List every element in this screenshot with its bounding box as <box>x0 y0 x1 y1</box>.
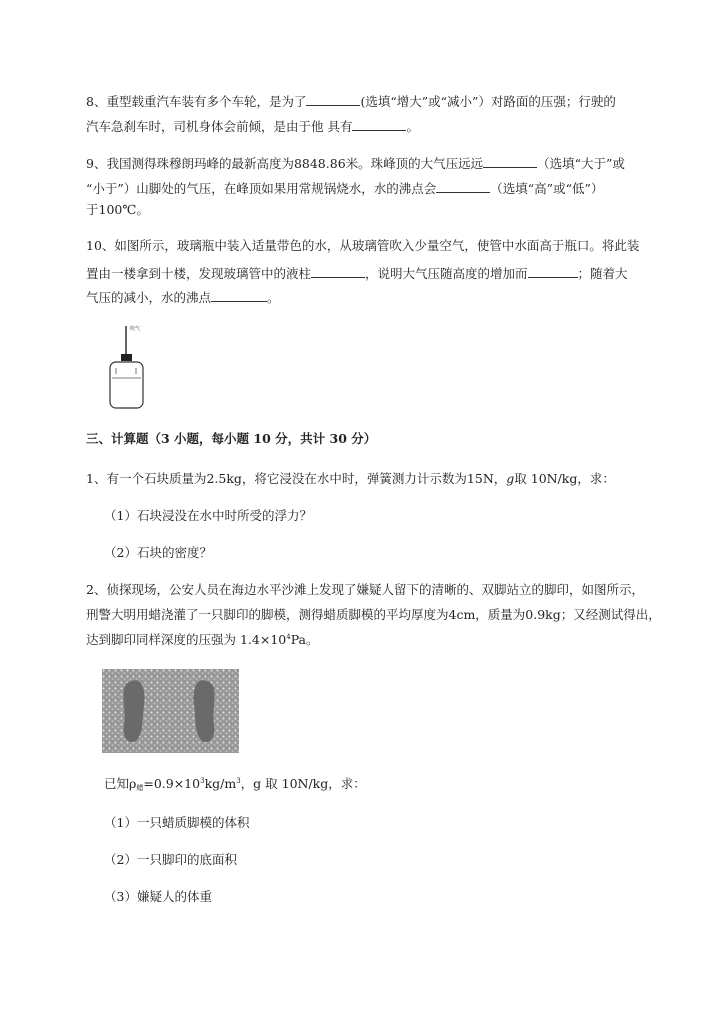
c2-sub-1: （1）一只蜡质脚模的体积 <box>104 815 250 830</box>
answer-blank[interactable] <box>483 155 537 168</box>
q9-line-1: 9、我国测得珠穆朗玛峰的最新高度为8848.86米。珠峰顶的大气压远远 （选填“大于”或 <box>86 156 625 171</box>
q10-line-1: 10、如图所示，玻璃瓶中装入适量带色的水，从玻璃管吹入少量空气，使管中水面高于瓶口。将此装 <box>86 238 640 253</box>
bottle <box>110 362 143 408</box>
blow-label: 吹气 <box>130 326 141 332</box>
q9-line-3: 于100℃。 <box>86 202 149 217</box>
q8-line-1: 8、重型载重汽车装有多个车轮，是为了 (选填“增大”或“减小”）对路面的压强；行驶的 <box>86 94 616 109</box>
q10-line-3: 气压的减小，水的沸点 。 <box>86 290 280 305</box>
section3-title: 三、计算题（3 小题，每小题 10 分，共计 30 分） <box>86 431 377 446</box>
c1-stem: 1、有一个石块质量为2.5kg，将它浸没在水中时，弹簧测力计示数为15N，g取 10N/kg，求： <box>86 471 615 486</box>
c2-line-2: 刑警大明用蜡浇灌了一只脚印的脚模，测得蜡质脚模的平均厚度为4cm，质量为0.9kg；又经测试得出， <box>86 607 661 622</box>
answer-blank[interactable] <box>436 180 490 193</box>
c2-line-3: 达到脚印同样深度的压强为 $1.4\times 10^4Pa$。 <box>86 632 319 647</box>
c2-known: 已知$\rho_蜡=0.9\times 10^3kg/m^3$，g 取 10N/kg，求： <box>104 776 366 792</box>
answer-blank[interactable] <box>211 289 267 302</box>
c2-line-1: 2、侦探现场，公安人员在海边水平沙滩上发现了嫌疑人留下的清晰的、双脚站立的脚印，如图所示， <box>86 582 644 597</box>
c2-sub-3: （3）嫌疑人的体重 <box>104 889 212 904</box>
c1-sub-2: （2）石块的密度？ <box>104 545 212 560</box>
bottle-stopper <box>121 354 132 361</box>
answer-blank[interactable] <box>306 93 360 106</box>
answer-blank[interactable] <box>352 118 406 131</box>
bottle-figure <box>104 322 154 410</box>
c1-sub-1: （1）石块浸没在水中时所受的浮力？ <box>104 508 312 523</box>
c2-sub-2: （2）一只脚印的底面积 <box>104 852 237 867</box>
q10-line-2: 置由一楼拿到十楼，发现玻璃管中的液柱 ，说明大气压随高度的增加而 ；随着大 <box>86 266 628 281</box>
answer-blank[interactable] <box>528 265 578 278</box>
pressure-arrows <box>116 368 136 374</box>
sand-background <box>102 669 239 753</box>
answer-blank[interactable] <box>311 265 365 278</box>
q9-line-2: “小于”）山脚处的气压，在峰顶如果用常规锅烧水，水的沸点会 （选填“高”或“低”） <box>86 181 604 196</box>
footprints-photo <box>102 669 239 753</box>
q8-line-2: 汽车急刹车时，司机身体会前倾，是由于他 具有 。 <box>86 119 419 134</box>
